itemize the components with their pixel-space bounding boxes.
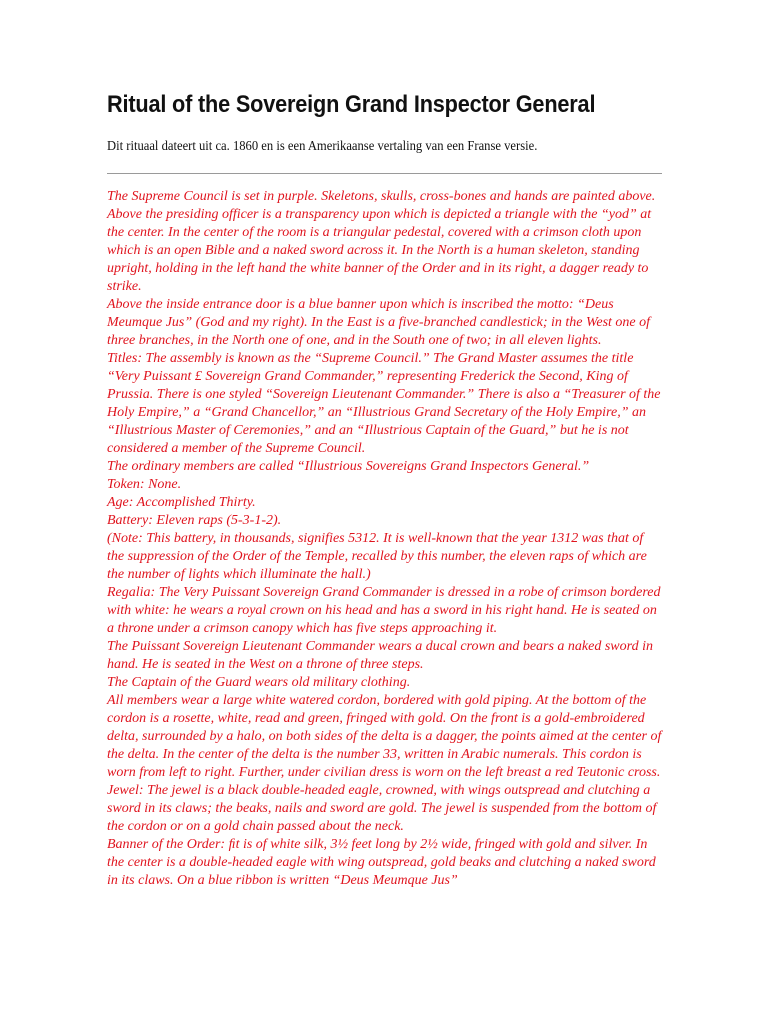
divider — [107, 173, 662, 174]
paragraph-entrance-banner: Above the inside entrance door is a blue banner upon which is inscribed the motto: “Deus Meumque Jus” (God and my right). In the East is a five-branched candlestick; in the West one of three branches, in the North one of one, and in the South one of two; in all eleven lights. — [107, 297, 651, 348]
paragraph-regalia: Regalia: The Very Puissant Sovereign Grand Commander is dressed in a robe of crimson bordered with white: he wears a royal crown on his head and has a sword in his right hand. He is seated on a throne under a crimson canopy which has five steps approaching it. — [107, 585, 661, 636]
paragraph-battery: Battery: Eleven raps (5-3-1-2). — [107, 513, 282, 528]
paragraph-ordinary-members: The ordinary members are called “Illustrious Sovereigns Grand Inspectors General.” — [107, 459, 590, 474]
document-intro: Dit rituaal dateert uit ca. 1860 en is een Amerikaanse vertaling van een Franse versie. — [107, 139, 538, 154]
paragraph-battery-note: (Note: This battery, in thousands, signifies 5312. It is well-known that the year 1312 was that of the suppression of the Order of the Temple, recalled by this number, the eleven raps of which are the number of lights which illuminate the hall.) — [107, 531, 647, 582]
paragraph-age: Age: Accomplished Thirty. — [107, 495, 256, 510]
paragraph-titles: Titles: The assembly is known as the “Supreme Council.” The Grand Master assumes the title “Very Puissant £ Sovereign Grand Commander,” representing Frederick the Second, King of Prussia. There is one styled “Sovereign Lieutenant Commander.” There is also a “Treasurer of the Holy Empire,” a “Grand Chancellor,” an “Illustrious Grand Secretary of the Holy Empire,” an “Illustrious Master of Ceremonies,” and an “Illustrious Captain of the Guard,” but he is not considered a member of the Supreme Council. — [107, 351, 661, 456]
document-page — [107, 88, 662, 890]
document-body — [107, 188, 662, 890]
paragraph-banner-of-order: Banner of the Order: ﬁt is of white silk, 3½ feet long by 2½ wide, fringed with gold and silver. In the center is a double-headed eagle with wing outspread, gold beaks and clutching a naked sword in its claws. On a blue ribbon is written “Deus Meumque Jus” — [107, 837, 656, 888]
paragraph-supreme-council-setting: The Supreme Council is set in purple. Skeletons, skulls, cross-bones and hands are painted above. Above the presiding officer is a transparency upon which is depicted a triangle with the “yod” at the center. In the center of the room is a triangular pedestal, covered with a crimson cloth upon which is an open Bible and a naked sword across it. In the North is a human skeleton, standing upright, holding in the left hand the white banner of the Order and in its right, a dagger ready to strike. — [107, 189, 656, 294]
paragraph-cordon: All members wear a large white watered cordon, bordered with gold piping. At the bottom of the cordon is a rosette, white, read and green, fringed with gold. On the front is a gold-embroidered delta, surrounded by a halo, on both sides of the delta is a dagger, the points aimed at the center of the delta. In the center of the delta is the number 33, written in Arabic numerals. This cordon is worn from left to right. Further, under civilian dress is worn on the left breast a red Teutonic cross. — [107, 693, 662, 780]
paragraph-lieutenant-commander: The Puissant Sovereign Lieutenant Commander wears a ducal crown and bears a naked sword in hand. He is seated in the West on a throne of three steps. — [107, 639, 653, 672]
document-title: Ritual of the Sovereign Grand Inspector General — [107, 92, 596, 118]
paragraph-captain-of-guard: The Captain of the Guard wears old military clothing. — [107, 675, 411, 690]
paragraph-token: Token: None. — [107, 477, 182, 492]
paragraph-jewel: Jewel: The jewel is a black double-headed eagle, crowned, with wings outspread and clutching a sword in its claws; the beaks, nails and sword are gold. The jewel is suspended from the bottom of the cordon or on a gold chain passed about the neck. — [107, 783, 657, 834]
